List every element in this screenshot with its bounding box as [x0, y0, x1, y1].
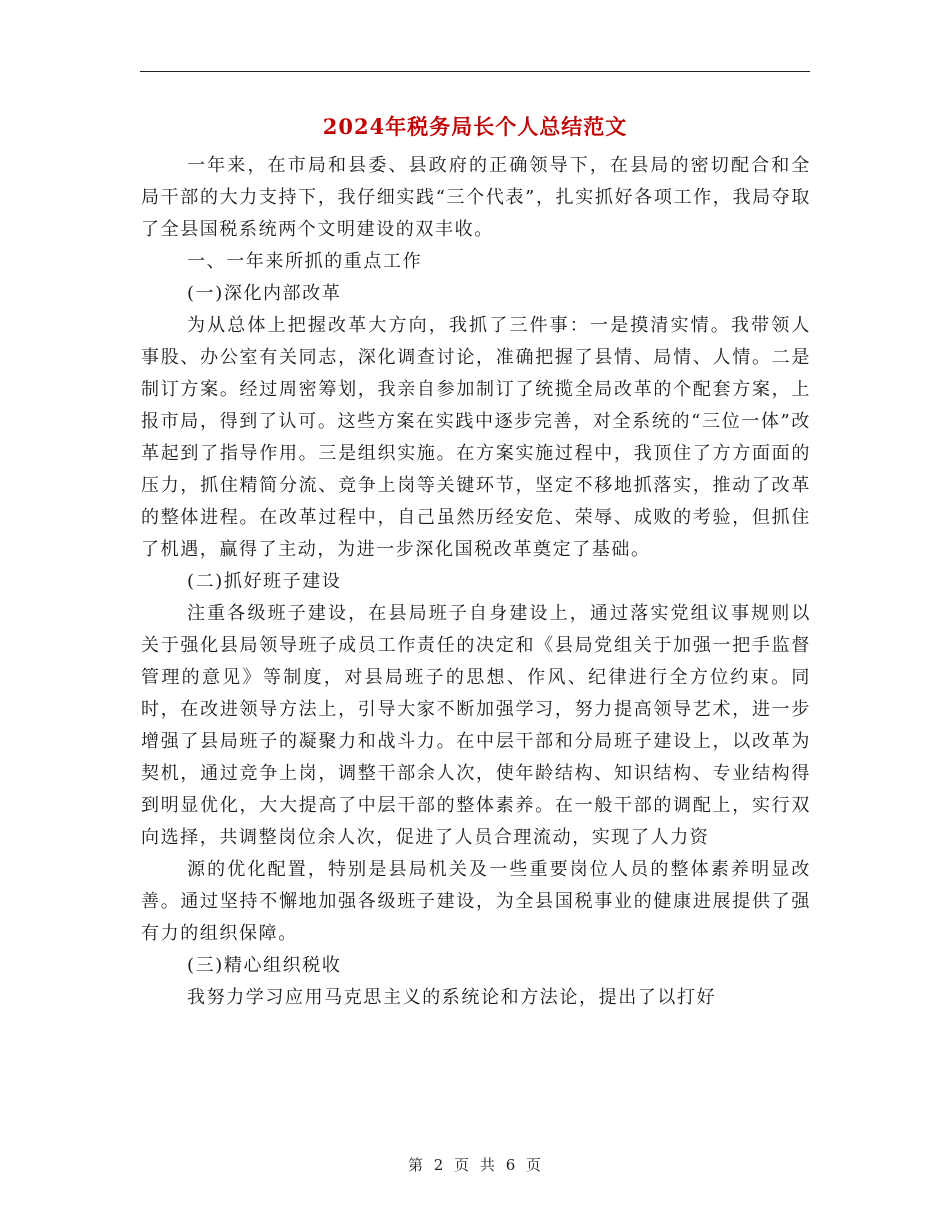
paragraph-team-building: 注重各级班子建设，在县局班子自身建设上，通过落实党组议事规则以关于强化县局领导班子成员工作责任的决定和《县局党组关于加强一把手监督管理的意见》等制度，对县局班子的思想、作风、纪律进行全方位约束。同时，在改进领导方法上，引导大家不断加强学习，努力提高领导艺术，进一步增强了县局班子的凝聚力和战斗力。在中层干部和分局班子建设上，以改革为契机，通过竞争上岗，调整干部余人次，使年龄结构、知识结构、专业结构得到明显优化，大大提高了中层干部的整体素养。在一般干部的调配上，实行双向选择，共调整岗位余人次，促进了人员合理流动，实现了人力资 [141, 603, 811, 848]
paragraph-reform: 为从总体上把握改革大方向，我抓了三件事：一是摸清实情。我带领人事股、办公室有关同志，深化调查讨论，准确把握了县情、局情、人情。二是制订方案。经过周密筹划，我亲自参加制订了统揽全局改革的个配套方案，上报市局，得到了认可。这些方案在实践中逐步完善，对全系统的“三位一体”改革起到了指导作用。三是组织实施。在方案实施过程中，我顶住了方方面面的压力，抓住精简分流、竞争上岗等关键环节，坚定不移地抓落实，推动了改革的整体进程。在改革过程中，自己虽然历经安危、荣辱、成败的考验，但抓住了机遇，赢得了主动，为进一步深化国税改革奠定了基础。 [141, 315, 811, 560]
footer-prefix: 第 [407, 1156, 424, 1174]
heading-subsection-2: (二)抓好班子建设 [187, 571, 342, 592]
heading-subsection-3: (三)精心组织税收 [187, 955, 342, 976]
page-footer [0, 1154, 950, 1175]
footer-page-unit: 页 [454, 1156, 471, 1174]
paragraph-intro: 一年来，在市局和县委、县政府的正确领导下，在县局的密切配合和全局干部的大力支持下，我仔细实践“三个代表”，扎实抓好各项工作，我局夺取了全县国税系统两个文明建设的双丰收。 [141, 155, 811, 240]
footer-total-unit: 页 [526, 1156, 543, 1174]
document-title: 2024年税务局长个人总结范文 [322, 114, 628, 139]
heading-subsection-1: (一)深化内部改革 [187, 283, 342, 304]
header-rule [140, 71, 810, 72]
paragraph-tax-collection: 我努力学习应用马克思主义的系统论和方法论，提出了以打好 [187, 987, 717, 1008]
document-body [141, 150, 811, 1014]
footer-page-number: 2 [433, 1156, 445, 1174]
heading-section-1: 一、一年来所抓的重点工作 [187, 251, 423, 272]
paragraph-team-building-cont: 源的优化配置，特别是县局机关及一些重要岗位人员的整体素养明显改善。通过坚持不懈地加强各级班子建设，为全县国税事业的健康进展提供了强有力的组织保障。 [141, 859, 811, 944]
footer-total-pages: 6 [505, 1156, 517, 1174]
footer-total-prefix: 共 [479, 1156, 496, 1174]
